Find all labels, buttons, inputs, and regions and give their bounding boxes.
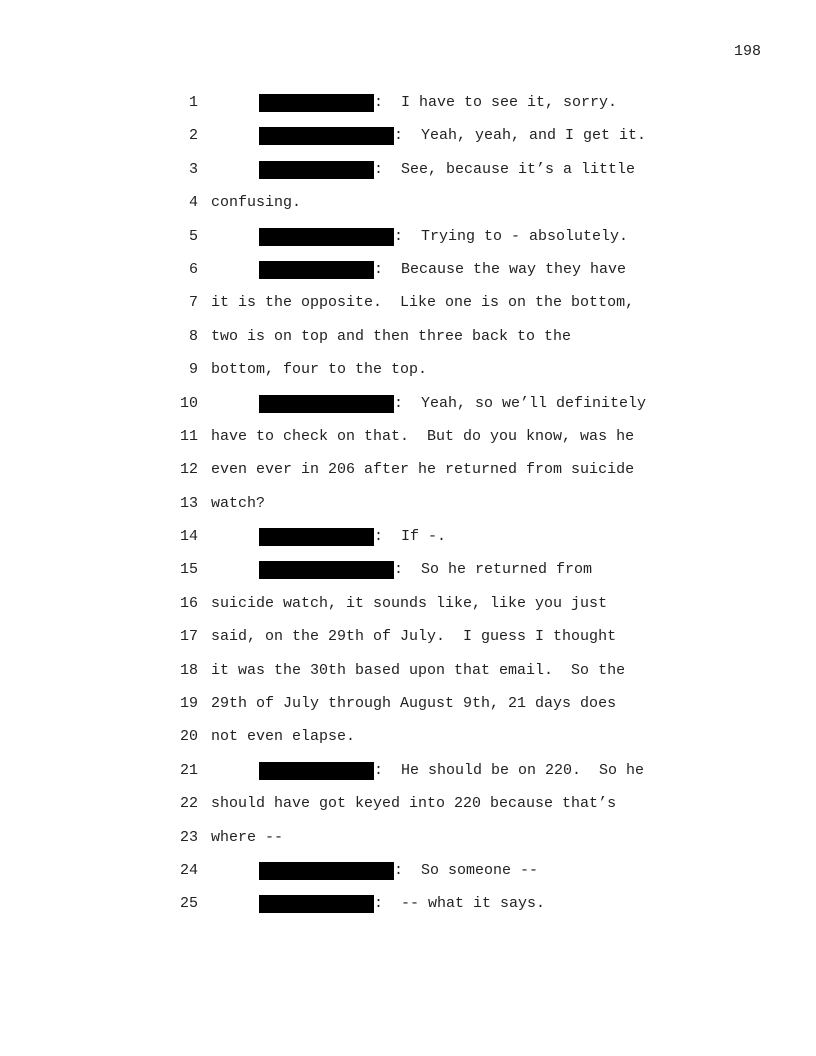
line-text: : Yeah, so we’ll definitely [394, 394, 647, 412]
redacted-speaker-name [259, 762, 374, 780]
speaker-line [259, 228, 628, 246]
transcript-line [0, 127, 816, 160]
speaker-line [259, 895, 545, 913]
transcript-line [0, 294, 816, 327]
line-number: 18 [179, 661, 198, 679]
transcript-line [0, 361, 816, 394]
line-number: 2 [188, 127, 198, 145]
transcript-line [0, 662, 816, 695]
redacted-speaker-name [259, 895, 374, 913]
line-number: 14 [179, 528, 198, 546]
continuation-line [211, 294, 634, 312]
transcript-line [0, 194, 816, 227]
line-text: it is the opposite. Like one is on the bottom, [211, 294, 635, 312]
redacted-speaker-name [259, 228, 394, 246]
line-number: 8 [188, 327, 198, 345]
line-number: 11 [179, 427, 198, 445]
line-text: watch? [211, 494, 266, 512]
transcript-line [0, 94, 816, 127]
line-number: 7 [188, 294, 198, 312]
speaker-line [259, 261, 626, 279]
continuation-line [211, 728, 355, 746]
continuation-line [211, 695, 616, 713]
redacted-speaker-name [259, 528, 374, 546]
transcript-line [0, 428, 816, 461]
line-text: : Trying to - absolutely. [394, 227, 629, 245]
line-number: 16 [179, 594, 198, 612]
line-text: : Yeah, yeah, and I get it. [394, 127, 647, 145]
transcript-line [0, 261, 816, 294]
redacted-speaker-name [259, 862, 394, 880]
redacted-speaker-name [259, 161, 374, 179]
line-text: should have got keyed into 220 because that’s [211, 795, 617, 813]
transcript-line [0, 528, 816, 561]
line-text: 29th of July through August 9th, 21 days does [211, 695, 617, 713]
line-number: 3 [188, 160, 198, 178]
line-text: : I have to see it, sorry. [374, 94, 618, 111]
transcript-line [0, 595, 816, 628]
line-text: : See, because it’s a little [374, 160, 636, 178]
transcript-line [0, 895, 816, 928]
transcript-line [0, 495, 816, 528]
line-number: 19 [179, 695, 198, 713]
line-text: : -- what it says. [374, 895, 546, 913]
line-number: 21 [179, 761, 198, 779]
transcript-line [0, 161, 816, 194]
line-number: 1 [188, 94, 198, 111]
line-number: 15 [179, 561, 198, 579]
continuation-line [211, 795, 616, 813]
line-text: : So someone -- [394, 861, 539, 879]
line-number: 13 [179, 494, 198, 512]
transcript-line [0, 395, 816, 428]
transcript-line [0, 728, 816, 761]
line-text: : So he returned from [394, 561, 593, 579]
line-text: not even elapse. [211, 728, 356, 746]
speaker-line [259, 528, 446, 546]
speaker-line [259, 395, 646, 413]
transcript-line [0, 829, 816, 862]
redacted-speaker-name [259, 127, 394, 145]
continuation-line [211, 628, 616, 646]
speaker-line [259, 161, 635, 179]
transcript-line [0, 762, 816, 795]
line-number: 5 [188, 227, 198, 245]
continuation-line [211, 328, 571, 346]
transcript-line [0, 862, 816, 895]
transcript-line [0, 695, 816, 728]
redacted-speaker-name [259, 395, 394, 413]
continuation-line [211, 428, 634, 446]
continuation-line [211, 829, 283, 847]
line-number: 9 [188, 361, 198, 379]
line-text: : If -. [374, 528, 447, 546]
line-text: suicide watch, it sounds like, like you just [211, 594, 608, 612]
line-text: where -- [211, 828, 284, 846]
continuation-line [211, 461, 634, 479]
line-number: 20 [179, 728, 198, 746]
continuation-line [211, 662, 625, 680]
line-number: 4 [188, 194, 198, 212]
line-text: it was the 30th based upon that email. So the [211, 661, 626, 679]
speaker-line [259, 94, 617, 112]
transcript-line [0, 461, 816, 494]
continuation-line [211, 495, 265, 513]
line-text: have to check on that. But do you know, was he [211, 427, 635, 445]
line-number: 10 [179, 394, 198, 412]
continuation-line [211, 361, 427, 379]
line-number: 22 [179, 795, 198, 813]
page-number: 198 [734, 43, 762, 60]
transcript-line [0, 328, 816, 361]
line-number: 25 [179, 895, 198, 913]
transcript-line [0, 228, 816, 261]
speaker-line [259, 762, 644, 780]
line-number: 17 [179, 628, 198, 646]
continuation-line [211, 595, 607, 613]
line-text: confusing. [211, 194, 302, 212]
line-number: 6 [188, 260, 198, 278]
line-number: 23 [179, 828, 198, 846]
speaker-line [259, 561, 592, 579]
line-text: even ever in 206 after he returned from suicide [211, 461, 635, 479]
continuation-line [211, 194, 301, 212]
speaker-line [259, 127, 646, 145]
line-text: said, on the 29th of July. I guess I thought [211, 628, 617, 646]
transcript-line [0, 795, 816, 828]
line-text: bottom, four to the top. [211, 361, 428, 379]
transcript-line [0, 628, 816, 661]
line-text: : He should be on 220. So he [374, 761, 645, 779]
redacted-speaker-name [259, 261, 374, 279]
line-number: 12 [179, 461, 198, 479]
line-text: : Because the way they have [374, 260, 627, 278]
line-text: two is on top and then three back to the [211, 327, 572, 345]
line-number: 24 [179, 861, 198, 879]
transcript-lines [0, 94, 816, 929]
speaker-line [259, 862, 538, 880]
redacted-speaker-name [259, 94, 374, 112]
redacted-speaker-name [259, 561, 394, 579]
transcript-line [0, 561, 816, 594]
